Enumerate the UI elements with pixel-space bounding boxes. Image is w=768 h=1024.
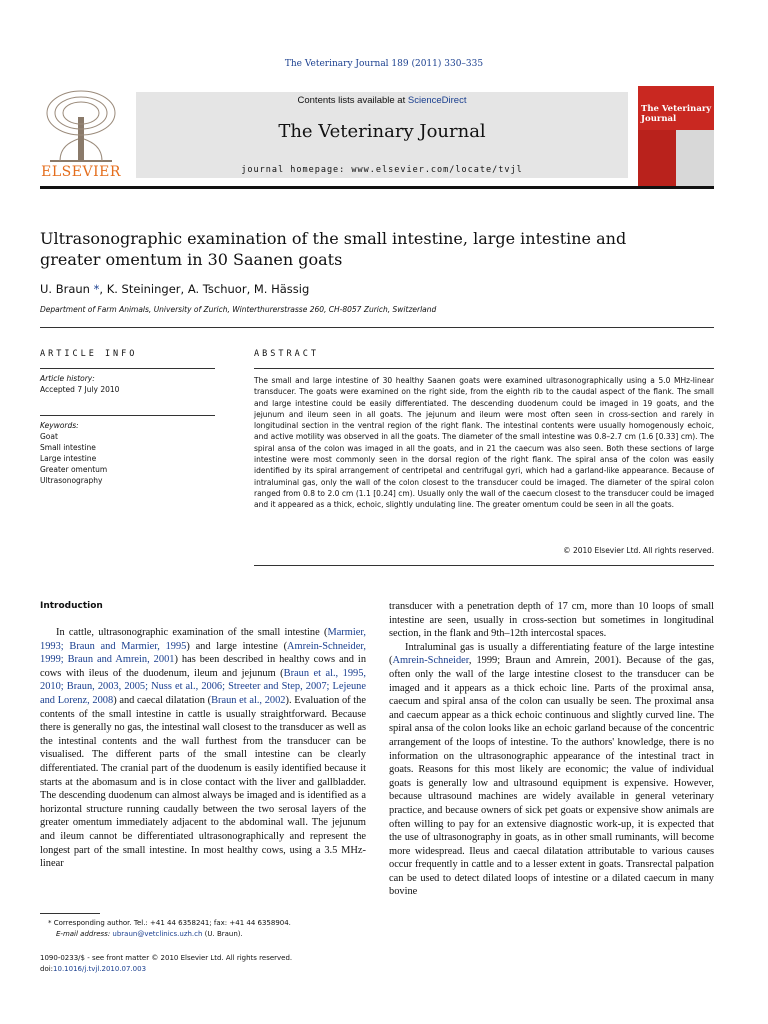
cover-panel [638,130,676,186]
contents-line [136,95,628,106]
info-rule-top [40,368,215,369]
keyword-item: Goat [40,432,58,441]
article-info [40,368,215,486]
keyword-item: Small intestine [40,443,96,452]
corresponding-author-note: * Corresponding author. Tel.: +41 44 6358241; fax: +41 44 6358904. [48,919,291,927]
abstract-copyright: © 2010 Elsevier Ltd. All rights reserved. [563,546,714,555]
journal-homepage-link[interactable]: journal homepage: www.elsevier.com/locate/tvjl [241,165,523,175]
keywords-label: Keywords: [40,421,79,430]
sciencedirect-link[interactable]: ScienceDirect [407,95,467,106]
email-line [40,929,370,940]
citation-link[interactable]: Amrein-Schneider [392,655,469,667]
abstract-rule-bottom [254,565,714,566]
info-rule-mid [40,415,215,416]
email-suffix: (U. Braun). [202,930,243,938]
email-link[interactable]: ubraun@vetclinics.uzh.ch [112,930,203,938]
doi-link[interactable]: 10.1016/j.tvjl.2010.07.003 [53,965,147,973]
body-column-right [389,600,714,899]
contents-prefix: Contents lists available at [297,95,408,106]
footnote [40,918,370,940]
citation-link[interactable]: Braun et al., 1995, 2010; Braun, 2003, 2005; Nuss et al., 2006; Streeter and Step, 2007; Lejeune and Lorenz, 2008 [40,667,366,706]
history-label: Article history: [40,374,95,383]
email-label: E-mail address: [56,930,113,938]
other-authors: , K. Steininger, A. Tschuor, M. Hässig [99,282,310,296]
intro-paragraph-cont: transducer with a penetration depth of 17 cm, more than 10 loops of small intestine are seen, usually in cross-section but sometimes in longitudinal section, in the flank and 9th–12th intercostal spaces. [389,601,714,640]
author-braun[interactable]: U. Braun [40,282,94,296]
introduction-heading: Introduction [40,601,103,611]
issn-line: 1090-0233/$ - see front matter © 2010 Elsevier Ltd. All rights reserved. [40,954,293,962]
abstract-text: The small and large intestine of 30 healthy Saanen goats were examined ultrasonographically using a 5.0 MHz-linear transducer. The goats were examined on the right side, from the eighth rib to the caudal aspect of the flank. The small and large intestine could be easily differentiated. The descending duodenum could be imaged in 19 goats, and the jejunum and ileum seen in all goats. The jejunum and ileum were most often seen in cross-section and rarely in longitudinal section in the ventral region of the right flank. The intestinal contents were usually homogenously echoic, and active motility was observed in all the goats. The diameter of the small intestine was 0.8–2.7 cm (1.6 [0.33] cm). The spiral ansa of the colon was imaged in all the goats, and in 21 the caecum was also seen. Both these sections of large intestine were most commonly seen in the dorsal region of the right flank. The spiral ansa of the colon was easily identified by its spiral arrangement of centripetal and centrifugal gyri, which had a garland-like appearance. Because of intraluminal gas, only the wall of the colon closest to the transducer could be imaged. The diameter of the spiral colon ranged from 0.8 to 2.0 cm (1.1 [0.24] cm). Usually only the wall of the caecum closest to the transducer could be imaged and it appeared as a thick, echoic, slightly undulating line. The greater omentum could be seen in all the goats. [254,376,714,510]
citation-link[interactable]: Amrein-Schneider, 1999; Braun and Amrein, 2001 [40,640,366,666]
journal-cover-image [638,86,714,186]
elsevier-wordmark: ELSEVIER [41,164,121,180]
masthead-banner [136,92,628,178]
article-info-heading: ARTICLE INFO [40,349,138,359]
cover-title: The Veterinary Journal [641,104,712,124]
accepted-date: Accepted 7 July 2010 [40,385,120,394]
citation-link[interactable]: Marmier, 1993; Braun and Marmier, 1995 [40,627,366,652]
keyword-item: Greater omentum [40,465,108,474]
keyword-item: Ultrasonography [40,476,103,485]
affiliation: Department of Farm Animals, University of Zurich, Winterthurerstrasse 260, CH-8057 Zurich, Switzerland [40,305,437,314]
masthead [40,82,714,192]
body-column-left [40,626,366,871]
doi-label: doi: [40,965,54,973]
abstract-heading: ABSTRACT [254,349,319,359]
front-matter-info [40,953,292,975]
citation-link[interactable]: Braun et al., 2002 [211,694,286,706]
article-title: Ultrasonographic examination of the small intestine, large intestine and greater omentum in 30 Saanen goats [40,229,627,269]
keyword-item: Large intestine [40,454,97,463]
cover-photo [676,130,714,186]
header-rule [40,186,714,189]
intro-paragraph-2: Intraluminal gas is usually a differentiating feature of the large intestine (Amrein-Schneider, 1999; Braun and Amrein, 2001). Because of the gas, often only the wall of the large intestine closest to the transducer can be imaged and it appears as a thick echoic line. Parts of the proximal ansa, caecum and spiral ansa of the colon can usually be seen. The proximal ansa and caecum appear as a thick echoic continuous and slightly curved line. The spiral ansa of the colon looks like an echoic garland because of the concentric arrangement of the loops of intestine. To the authors' knowledge, there is no information on the ultrasonographic appearance of the intestinal tract in goats. Reasons for this most likely are economic; the value of individual goats is generally low and ultrasound equipment is expensive. However, because ultrasound machines are widely available in general veterinary practice, and because owners of sick pet goats or expensive show animals are often willing to pay for an extensive diagnostic work-up, it is expected that the use of ultrasonography in goats, as in other small ruminants, will become more widespread. Ileus and caecal dilatation attributable to various causes occur frequently in cattle and to a lesser extent in goats. Transrectal palpation can be used to detect dilated loops of intestine or a dilated caecum in many bovine [389,641,714,898]
title-rule [40,327,714,328]
authors [40,282,309,296]
doi-line [40,964,292,975]
intro-paragraph-1: In cattle, ultrasonographic examination of the small intestine (Marmier, 1993; Braun and Marmier, 1995) and large intestine (Amrein-Schneider, 1999; Braun and Amrein, 2001) has been described in healthy cows and in cows with ileus of the duodenum, ileum and jejunum (Braun et al., 1995, 2010; Braun, 2003, 2005; Nuss et al., 2006; Streeter and Step, 2007; Lejeune and Lorenz, 2008) and caecal dilatation (Braun et al., 2002). Evaluation of the contents of the small intestine in cattle is usually straightforward. Because there is generally no gas, the intestinal wall closest to the transducer as well as the intestinal contents and the wall furthest from the transducer can be visualised. The different parts of the small intestine can be clearly differentiated. The cranial part of the duodenum is easily identified because it starts at the abomasum and is in close contact with the liver and gallbladder. The descending duodenum can almost always be imaged and is identified as a horizontal structure running caudally between the two serosal layers of the greater omentum immediately adjacent to the abdominal wall. The jejunum and ileum cannot be differentiated ultrasonographically and represent the longest part of the small intestine. In most healthy cows, using a 3.5 MHz-linear [40,627,367,870]
corresponding-author-marker[interactable]: * [93,282,100,296]
journal-title: The Veterinary Journal [278,121,486,142]
footnote-rule [40,913,100,914]
journal-reference[interactable]: The Veterinary Journal 189 (2011) 330–335 [284,59,484,69]
abstract-rule-top [254,368,714,369]
